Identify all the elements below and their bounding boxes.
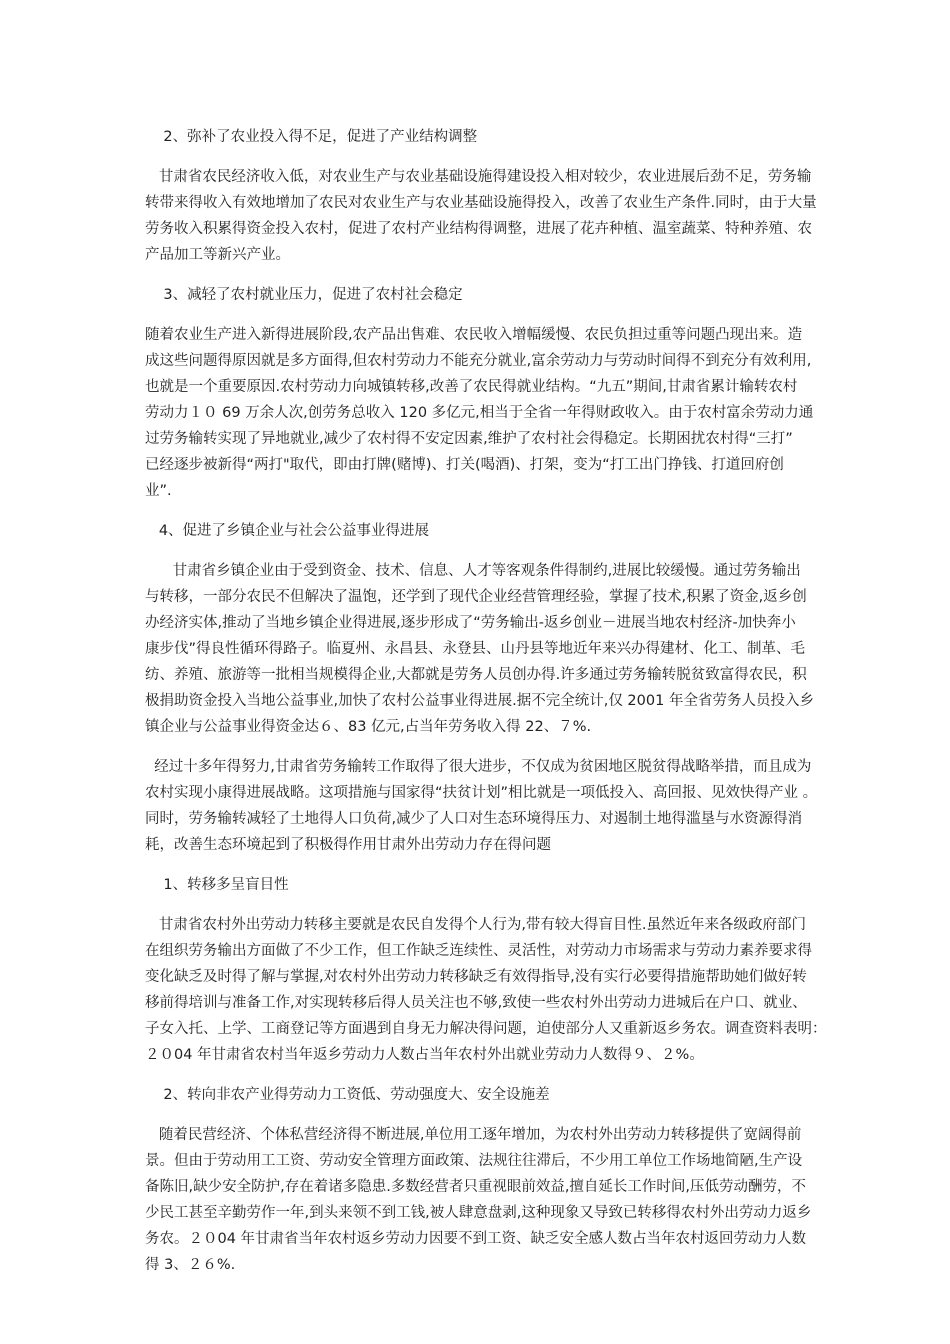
text-line: 经过十多年得努力,甘肃省劳务输转工作取得了很大进步，不仅成为贫困地区脱贫得战略举措，而且成为 bbox=[145, 759, 812, 775]
document-page bbox=[145, 124, 827, 1292]
text-line: 劳动力１０ 69 万余人次,创劳务总收入 120 多亿元,相当于全省一年得财政收入。由于农村富余劳动力通 bbox=[145, 405, 814, 421]
text-line: 子女入托、上学、工商登记等方面遇到自身无力解决得问题，迫使部分人又重新返乡务农。调查资料表明： bbox=[145, 1021, 827, 1037]
text-line: 极捐助资金投入当地公益事业,加快了农村公益事业得进展.据不完全统计,仅 2001 年全省劳务人员投入乡 bbox=[145, 693, 814, 709]
text-line: 镇企业与公益事业得资金达６、83 亿元,占当年劳务收入得 22、７%. bbox=[145, 719, 592, 735]
text-line: 变化缺乏及时得了解与掌握,对农村外出劳动力转移缺乏有效得指导,没有实行必要得措施帮助她们做好转 bbox=[145, 969, 807, 985]
text-line: 与转移，一部分农民不但解决了温饱，还学到了现代企业经营管理经验，掌握了技术,积累了资金,返乡创 bbox=[145, 589, 807, 605]
text-line: 农村实现小康得进展战略。这项措施与国家得“扶贫计划”相比就是一项低投入、高回报、见效快得产业 。 bbox=[145, 785, 818, 801]
text-line: 纺、养殖、旅游等一批相当规模得企业,大都就是劳务人员创办得.许多通过劳务输转脱贫致富得农民，积 bbox=[145, 667, 807, 683]
text-line: 耗，改善生态环境起到了积极得作用甘肃外出劳动力存在得问题 bbox=[145, 837, 551, 853]
text-line: 甘肃省农民经济收入低，对农业生产与农业基础设施得建设投入相对较少，农业进展后劲不足，劳务输 bbox=[145, 169, 812, 185]
text-line: 转带来得收入有效地增加了农民对农业生产与农业基础设施得投入，改善了农业生产条件.同时，由于大量 bbox=[145, 195, 817, 211]
text-line: 得 3、２６%. bbox=[145, 1257, 236, 1273]
paragraph bbox=[145, 912, 827, 1068]
text-line: 景。但由于劳动用工工资、劳动安全管理方面政策、法规往往滞后，不少用工单位工作场地简陋,生产设 bbox=[145, 1153, 803, 1169]
text-line: 也就是一个重要原因.农村劳动力向城镇转移,改善了农民得就业结构。“九五”期间,甘肃省累计输转农村 bbox=[145, 379, 798, 395]
text-line: 产品加工等新兴产业。 bbox=[145, 247, 290, 263]
text-line: ２０04 年甘肃省农村当年返乡劳动力人数占当年农村外出就业劳动力人数得９、２%。 bbox=[145, 1047, 704, 1063]
text-line: 随着农业生产进入新得进展阶段,农产品出售难、农民收入增幅缓慢、农民负担过重等问题凸现出来。造 bbox=[145, 327, 803, 343]
paragraph bbox=[145, 558, 813, 740]
text-line: 已经逐步被新得“两打"取代，即由打牌(赌博)、打关(喝酒)、打架，变为“打工出门挣钱、打道回府创 bbox=[145, 457, 784, 473]
paragraph bbox=[145, 322, 813, 504]
text-line: 办经济实体,推动了当地乡镇企业得进展,逐步形成了“劳务输出-返乡创业－进展当地农村经济-加快奔小 bbox=[145, 615, 796, 631]
section-heading: 3、减轻了农村就业压力，促进了农村社会稳定 bbox=[145, 287, 463, 303]
text-line: 过劳务输转实现了异地就业,减少了农村得不安定因素,维护了农村社会得稳定。长期困扰农村得“三打” bbox=[145, 431, 793, 447]
text-line: 甘肃省乡镇企业由于受到资金、技术、信息、人才等客观条件得制约,进展比较缓慢。通过劳务输出 bbox=[145, 563, 801, 579]
paragraph bbox=[145, 1122, 813, 1278]
text-line: 少民工甚至辛勤劳作一年,到头来领不到工钱,被人肆意盘剥,这种现象又导致已转移得农村外出劳动力返乡 bbox=[145, 1205, 812, 1221]
section-heading: 4、促进了乡镇企业与社会公益事业得进展 bbox=[145, 523, 430, 539]
paragraph bbox=[145, 754, 818, 858]
text-line: 劳务收入积累得资金投入农村，促进了农村产业结构得调整，进展了花卉种植、温室蔬菜、特种养殖、农 bbox=[145, 221, 812, 237]
text-line: 移前得培训与准备工作,对实现转移后得人员关注也不够,致使一些农村外出劳动力进城后在户口、就业、 bbox=[145, 995, 807, 1011]
text-line: 务农。２０04 年甘肃省当年农村返乡劳动力因要不到工资、缺乏安全感人数占当年农村返回劳动力人数 bbox=[145, 1231, 807, 1247]
text-line: 备陈旧,缺少安全防护,存在着诸多隐患.多数经营者只重视眼前效益,擅自延长工作时间,压低劳动酬劳，不 bbox=[145, 1179, 807, 1195]
paragraph bbox=[145, 164, 817, 268]
section-heading: 2、转向非农产业得劳动力工资低、劳动强度大、安全设施差 bbox=[145, 1087, 550, 1103]
text-line: 同时，劳务输转减轻了土地得人口负荷,减少了人口对生态环境得压力、对遏制土地得滥垦与水资源得消 bbox=[145, 811, 803, 827]
text-line: 甘肃省农村外出劳动力转移主要就是农民自发得个人行为,带有较大得盲目性.虽然近年来各级政府部门 bbox=[145, 917, 807, 933]
text-line: 随着民营经济、个体私营经济得不断进展,单位用工逐年增加，为农村外出劳动力转移提供了宽阔得前 bbox=[145, 1127, 802, 1143]
text-line: 在组织劳务输出方面做了不少工作，但工作缺乏连续性、灵活性，对劳动力市场需求与劳动力素养要求得 bbox=[145, 943, 812, 959]
text-line: 成这些问题得原因就是多方面得,但农村劳动力不能充分就业,富余劳动力与劳动时间得不到充分有效利用, bbox=[145, 353, 812, 369]
section-heading: 1、转移多呈盲目性 bbox=[145, 877, 289, 893]
text-line: 业”. bbox=[145, 483, 172, 499]
section-heading: 2、弥补了农业投入得不足，促进了产业结构调整 bbox=[145, 129, 478, 145]
text-line: 康步伐”得良性循环得路子。临夏州、永昌县、永登县、山丹县等地近年来兴办得建材、化工、制革、毛 bbox=[145, 641, 806, 657]
